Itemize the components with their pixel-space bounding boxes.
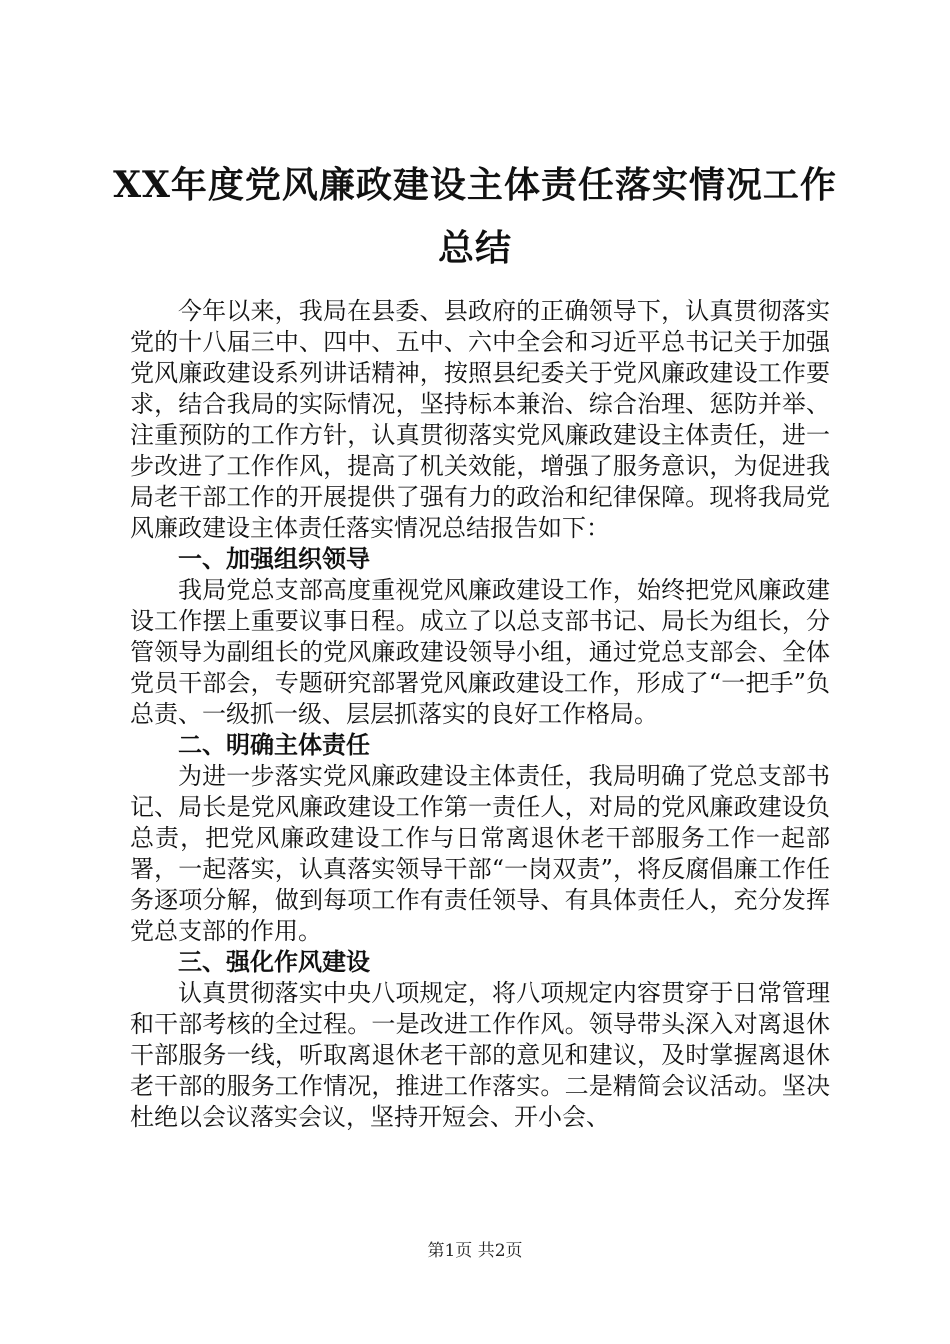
section-body-1: 我局党总支部高度重视党风廉政建设工作，始终把党风廉政建设工作摆上重要议事日程。成立了以总支部书记、局长为组长，分管领导为副组长的党风廉政建设领导小组，通过党总支部会、全体党员干部会，专题研究部署党风廉政建设工作，形成了“一把手”负总责、一级抓一级、层层抓落实的良好工作格局。 <box>130 576 830 728</box>
section-body-2: 为进一步落实党风廉政建设主体责任，我局明确了党总支部书记、局长是党风廉政建设工作第一责任人，对局的党风廉政建设负总责，把党风廉政建设工作与日常离退休老干部服务工作一起部署，一起落实，认真落实领导干部“一岗双责”，将反腐倡廉工作任务逐项分解，做到每项工作有责任领导、有具体责任人，充分发挥党总支部的作用。 <box>130 762 830 945</box>
document-title-line1: XX年度党风廉政建设主体责任落实情况工作 <box>113 164 837 206</box>
page-footer: 第1页 共2页 <box>427 1241 523 1261</box>
section-heading-3: 三、强化作风建设 <box>178 948 370 976</box>
section-body-3: 认真贯彻落实中央八项规定，将八项规定内容贯穿于日常管理和干部考核的全过程。一是改进工作作风。领导带头深入对离退休干部服务一线，听取离退休老干部的意见和建议，及时掌握离退休老干部的服务工作情况，推进工作落实。二是精简会议活动。坚决杜绝以会议落实会议，坚持开短会、开小会、 <box>130 979 830 1131</box>
section-heading-1: 一、加强组织领导 <box>178 545 370 573</box>
section-heading-2: 二、明确主体责任 <box>178 731 370 759</box>
document-title-line2: 总结 <box>437 227 512 269</box>
intro-paragraph: 今年以来，我局在县委、县政府的正确领导下，认真贯彻落实党的十八届三中、四中、五中、六中全会和习近平总书记关于加强党风廉政建设系列讲话精神，按照县纪委关于党风廉政建设工作要求，结合我局的实际情况，坚持标本兼治、综合治理、惩防并举、注重预防的工作方针，认真贯彻落实党风廉政建设主体责任，进一步改进了工作作风，提高了机关效能，增强了服务意识，为促进我局老干部工作的开展提供了强有力的政治和纪律保障。现将我局党风廉政建设主体责任落实情况总结报告如下： <box>130 297 830 542</box>
document-body <box>130 296 830 1133</box>
